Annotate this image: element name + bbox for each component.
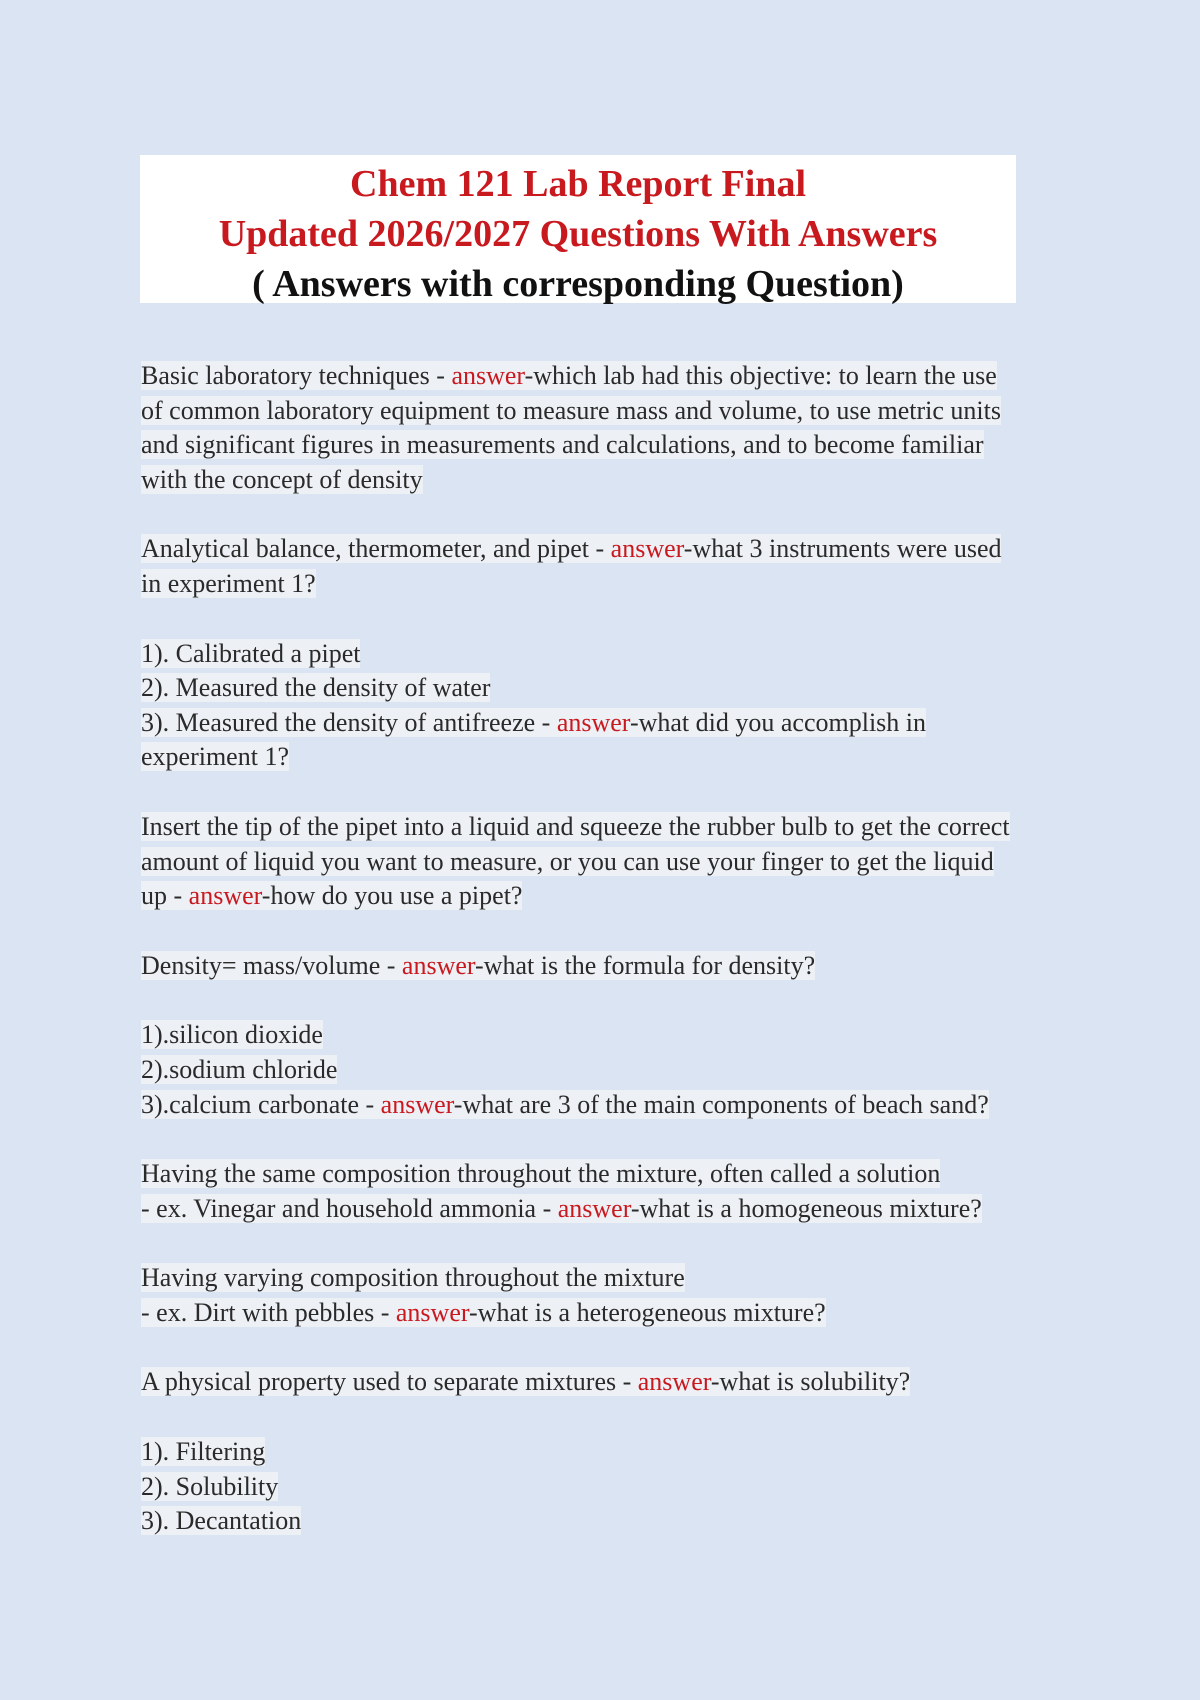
qa-line	[141, 1365, 1081, 1400]
answer-keyword: answer	[188, 881, 262, 911]
answer-text: - ex. Dirt with pebbles -	[141, 1297, 396, 1327]
document-subtitle: Updated 2026/2027 Questions With Answers	[218, 213, 938, 255]
qa-line	[141, 637, 1081, 672]
qa-line	[141, 949, 1081, 984]
qa-line	[141, 740, 1081, 775]
line-text	[141, 708, 926, 737]
line-text: amount of liquid you want to measure, or you can use your finger to get the liquid	[141, 846, 994, 876]
qa-line	[141, 567, 1081, 602]
line-text	[141, 1194, 982, 1223]
qa-entry	[141, 949, 1081, 984]
line-text	[141, 361, 997, 390]
question-text: -what are 3 of the main components of beach sand?	[453, 1089, 989, 1119]
line-text: 2).sodium chloride	[141, 1054, 338, 1084]
qa-line	[141, 671, 1081, 706]
answer-text: Analytical balance, thermometer, and pipet -	[141, 534, 611, 564]
line-text: of common laboratory equipment to measure mass and volume, to use metric units	[141, 395, 1001, 425]
answer-text: up -	[141, 881, 189, 911]
qa-line	[141, 879, 1081, 914]
answer-text: 3). Measured the density of antifreeze -	[141, 707, 557, 737]
line-text: 2). Solubility	[141, 1471, 279, 1501]
answer-keyword: answer	[557, 1193, 631, 1223]
qa-line	[141, 359, 1081, 394]
answer-text: Density= mass/volume -	[141, 950, 402, 980]
question-text: -which lab had this objective: to learn the use	[524, 361, 997, 390]
qa-line	[141, 1504, 1081, 1539]
qa-entry	[141, 532, 1081, 601]
qa-line	[141, 1470, 1081, 1505]
qa-line	[141, 463, 1081, 498]
question-text: -what is solubility?	[710, 1367, 911, 1397]
answer-keyword: answer	[637, 1367, 711, 1397]
answer-text: Basic laboratory techniques -	[141, 361, 452, 390]
answer-keyword: answer	[395, 1297, 470, 1327]
document-title: Chem 121 Lab Report Final	[350, 163, 806, 205]
line-text: 1). Calibrated a pipet	[141, 638, 361, 668]
qa-line	[141, 1053, 1081, 1088]
question-text: -what is a heterogeneous mixture?	[469, 1297, 826, 1327]
answer-text: A physical property used to separate mixtures -	[141, 1367, 638, 1397]
line-text: 1). Filtering	[141, 1437, 266, 1467]
line-text	[141, 1298, 826, 1327]
qa-line	[141, 1435, 1081, 1470]
qa-entry	[141, 1435, 1081, 1539]
answer-text: 3).calcium carbonate -	[141, 1089, 381, 1119]
qa-line	[141, 810, 1081, 845]
answer-text: - ex. Vinegar and household ammonia -	[141, 1193, 558, 1223]
qa-entry	[141, 1018, 1081, 1122]
answer-keyword: answer	[610, 534, 684, 564]
line-text	[141, 881, 522, 910]
line-text	[141, 1367, 910, 1396]
qa-line	[141, 1296, 1081, 1331]
line-text: with the concept of density	[141, 464, 423, 494]
line-text: and significant figures in measurements and calculations, and to become familiar	[141, 430, 984, 460]
qa-entry	[141, 810, 1081, 914]
title-banner	[140, 155, 1016, 303]
answer-keyword: answer	[451, 361, 525, 390]
question-text: -what is the formula for density?	[475, 950, 816, 980]
line-text	[141, 951, 815, 980]
qa-line	[141, 428, 1081, 463]
question-text: -what is a homogeneous mixture?	[630, 1193, 982, 1223]
qa-entry	[141, 1261, 1081, 1330]
qa-entry	[141, 359, 1081, 497]
qa-line	[141, 845, 1081, 880]
qa-entry	[141, 1157, 1081, 1226]
qa-line	[141, 1261, 1081, 1296]
answer-keyword: answer	[556, 707, 630, 737]
qa-line	[141, 1192, 1081, 1227]
line-text: Having the same composition throughout the mixture, often called a solution	[141, 1159, 941, 1189]
line-text: experiment 1?	[141, 742, 289, 772]
line-text	[141, 534, 1001, 563]
line-text: Insert the tip of the pipet into a liquid and squeeze the rubber bulb to get the correct	[141, 811, 1010, 841]
qa-entry	[141, 637, 1081, 775]
qa-line	[141, 706, 1081, 741]
line-text: in experiment 1?	[141, 568, 316, 598]
qa-list	[141, 359, 1081, 1574]
qa-entry	[141, 1365, 1081, 1400]
qa-line	[141, 1088, 1081, 1123]
question-text: -how do you use a pipet?	[261, 881, 523, 911]
line-text: Having varying composition throughout the mixture	[141, 1263, 685, 1293]
qa-line	[141, 532, 1081, 567]
answer-keyword: answer	[380, 1089, 454, 1119]
document-tagline: ( Answers with corresponding Question)	[252, 263, 904, 305]
qa-line	[141, 1018, 1081, 1053]
question-text: -what 3 instruments were used	[683, 534, 1002, 564]
line-text: 1).silicon dioxide	[141, 1020, 323, 1050]
question-text: -what did you accomplish in	[629, 707, 927, 737]
qa-line	[141, 1157, 1081, 1192]
line-text	[141, 1090, 989, 1119]
answer-keyword: answer	[401, 950, 476, 980]
qa-line	[141, 394, 1081, 429]
line-text: 3). Decantation	[141, 1506, 302, 1536]
line-text: 2). Measured the density of water	[141, 673, 491, 703]
